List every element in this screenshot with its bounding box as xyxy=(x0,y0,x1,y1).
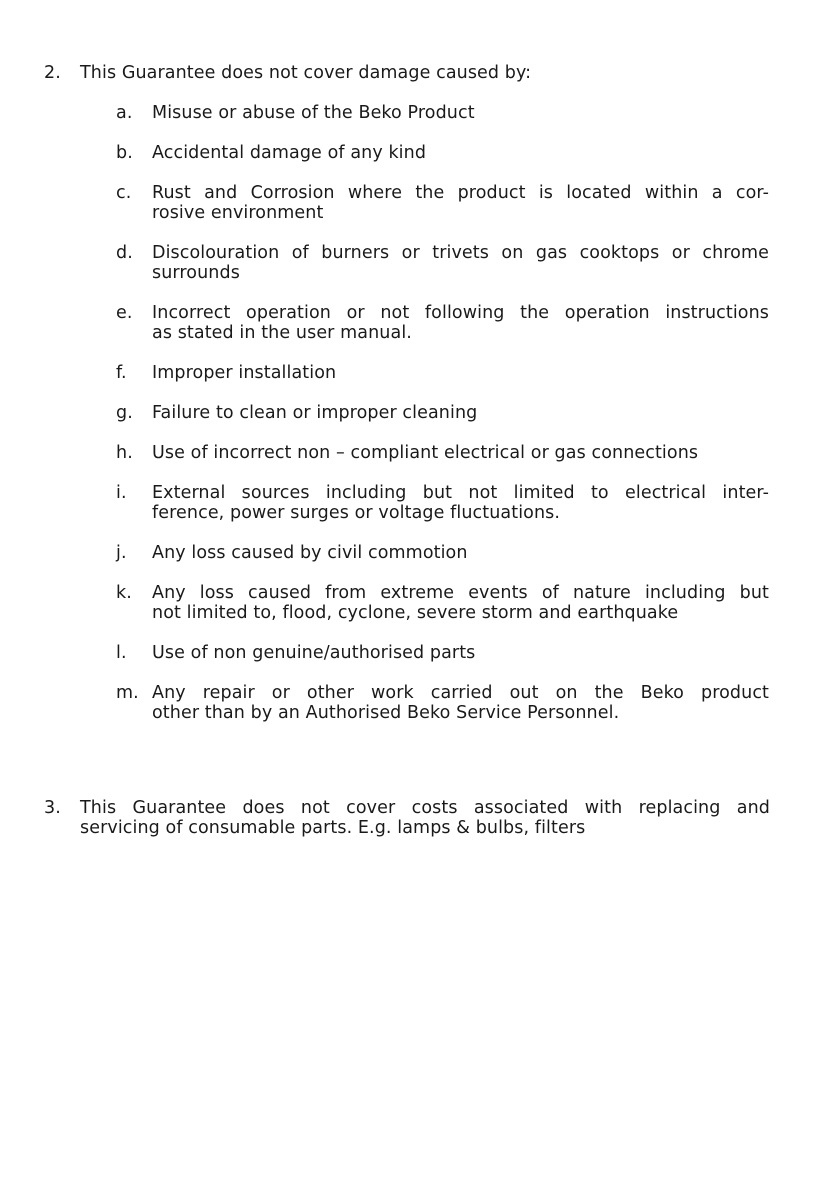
list-item-line: External sources including but not limited to electrical inter- xyxy=(152,483,769,503)
list-item-line: not limited to, flood, cyclone, severe storm and earthquake xyxy=(152,603,679,623)
list-item-text xyxy=(152,183,769,223)
list-item-letter: h. xyxy=(116,443,133,463)
list-item-text: Failure to clean or improper cleaning xyxy=(152,403,478,423)
list-item-letter: f. xyxy=(116,363,127,383)
list-item-text xyxy=(152,683,769,723)
list-item-letter: k. xyxy=(116,583,132,603)
list-item-text: Use of non genuine/authorised parts xyxy=(152,643,476,663)
list-item-letter: c. xyxy=(116,183,132,203)
list-item-line: as stated in the user manual. xyxy=(152,323,412,343)
list-item-line: surrounds xyxy=(152,263,240,283)
list-item-text: Any loss caused by civil commotion xyxy=(152,543,468,563)
list-item-letter: a. xyxy=(116,103,133,123)
section-2-heading-text: This Guarantee does not cover damage caused by: xyxy=(80,63,532,83)
list-item-letter: b. xyxy=(116,143,133,163)
list-item-letter: i. xyxy=(116,483,127,503)
list-item-letter: e. xyxy=(116,303,133,323)
list-item-letter: d. xyxy=(116,243,133,263)
list-item-text: Accidental damage of any kind xyxy=(152,143,427,163)
section-3-text xyxy=(80,798,770,838)
list-item-line: Discolouration of burners or trivets on gas cooktops or chrome xyxy=(152,243,769,263)
list-item-line: Any loss caused from extreme events of nature including but xyxy=(152,583,769,603)
list-item-line: Any repair or other work carried out on the Beko product xyxy=(152,683,769,703)
list-item-line: Incorrect operation or not following the operation instructions xyxy=(152,303,769,323)
section-3-line: This Guarantee does not cover costs associated with replacing and xyxy=(80,798,770,818)
list-item-letter: m. xyxy=(116,683,139,703)
list-item-text xyxy=(152,243,769,283)
section-3-line: servicing of consumable parts. E.g. lamps & bulbs, filters xyxy=(80,818,586,838)
list-item-text xyxy=(152,303,769,343)
list-item-line: other than by an Authorised Beko Service Personnel. xyxy=(152,703,620,723)
list-item-text xyxy=(152,483,769,523)
list-item-text: Improper installation xyxy=(152,363,337,383)
list-item-text: Use of incorrect non – compliant electrical or gas connections xyxy=(152,443,699,463)
list-item-text xyxy=(152,583,769,623)
list-item-line: rosive environment xyxy=(152,203,324,223)
section-2-number: 2. xyxy=(44,63,61,83)
list-item-letter: j. xyxy=(116,543,127,563)
list-item-line: Rust and Corrosion where the product is located within a cor- xyxy=(152,183,769,203)
section-3-number: 3. xyxy=(44,798,61,818)
list-item-line: ference, power surges or voltage fluctuations. xyxy=(152,503,561,523)
list-item-letter: g. xyxy=(116,403,133,423)
list-item-text: Misuse or abuse of the Beko Product xyxy=(152,103,475,123)
list-item-letter: l. xyxy=(116,643,127,663)
